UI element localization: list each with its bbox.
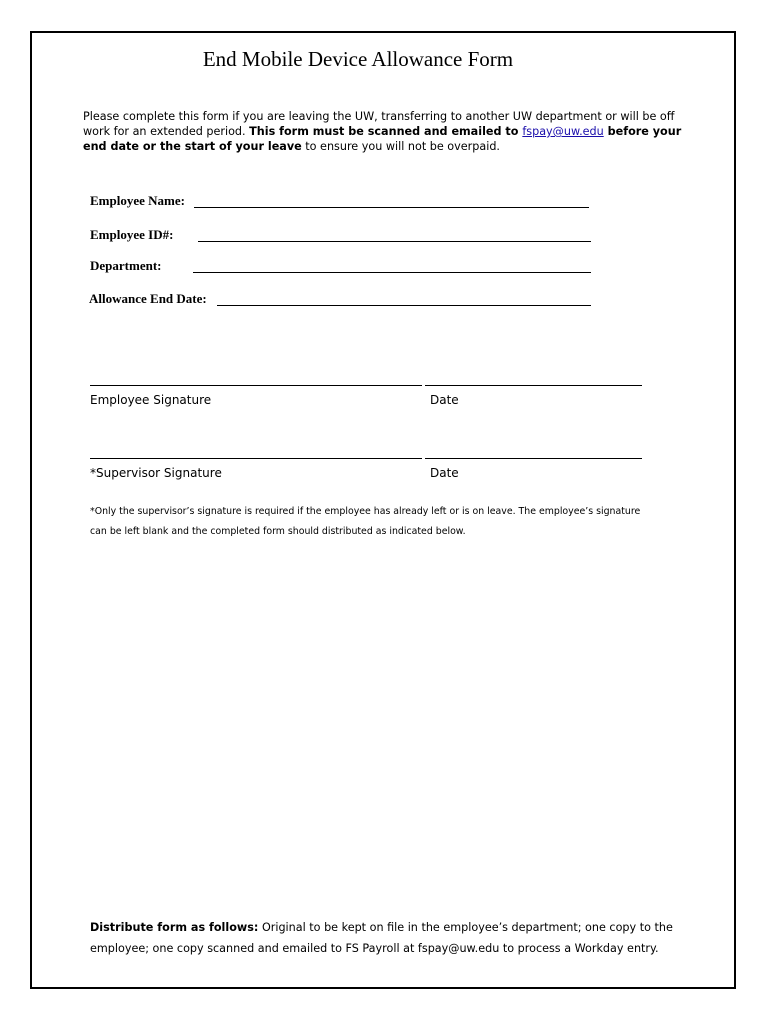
supervisor-date-label: Date <box>430 466 459 480</box>
intro-bold-1: This form must be scanned and emailed to <box>249 125 523 138</box>
allowance-end-date-field[interactable] <box>89 291 592 311</box>
allowance-end-date-label: Allowance End Date: <box>89 291 207 306</box>
intro-paragraph <box>83 109 693 154</box>
intro-bold-2: before your end date or the start of your leave <box>83 125 682 153</box>
distribution-instructions <box>90 917 690 959</box>
employee-name-field[interactable] <box>90 193 590 213</box>
employee-name-line[interactable] <box>194 207 589 208</box>
intro-text-2: to ensure you will not be overpaid. <box>301 140 500 153</box>
department-field[interactable] <box>90 258 592 278</box>
supervisor-note: *Only the supervisor’s signature is required if the employee has already left or is on leave. The employee’s signature can be left blank and the completed form should distributed as indicated below. <box>90 506 641 537</box>
employee-id-field[interactable] <box>90 227 592 247</box>
employee-date-line[interactable] <box>425 385 642 386</box>
supervisor-date-line[interactable] <box>425 458 642 459</box>
distribute-label: Distribute form as follows: <box>90 921 259 934</box>
email-link[interactable]: fspay@uw.edu <box>522 125 604 138</box>
department-line[interactable] <box>193 272 591 273</box>
department-label: Department: <box>90 258 162 273</box>
allowance-end-date-line[interactable] <box>217 305 591 306</box>
employee-id-line[interactable] <box>198 241 591 242</box>
employee-signature-line[interactable] <box>90 385 422 386</box>
supervisor-signature-label: *Supervisor Signature <box>90 466 222 480</box>
employee-date-label: Date <box>430 393 459 407</box>
employee-name-label: Employee Name: <box>90 193 185 208</box>
supervisor-signature-line[interactable] <box>90 458 422 459</box>
employee-id-label: Employee ID#: <box>90 227 174 242</box>
intro-text-1: Please complete this form if you are leaving the UW, transferring to another UW department or will be off work for an extended period. <box>83 110 675 138</box>
employee-signature-label: Employee Signature <box>90 393 212 407</box>
form-title: End Mobile Device Allowance Form <box>202 47 514 71</box>
distribute-text: Original to be kept on file in the employee’s department; one copy to the employee; one copy scanned and emailed to FS Payroll at fspay@uw.edu to process a Workday entry. <box>90 921 673 955</box>
